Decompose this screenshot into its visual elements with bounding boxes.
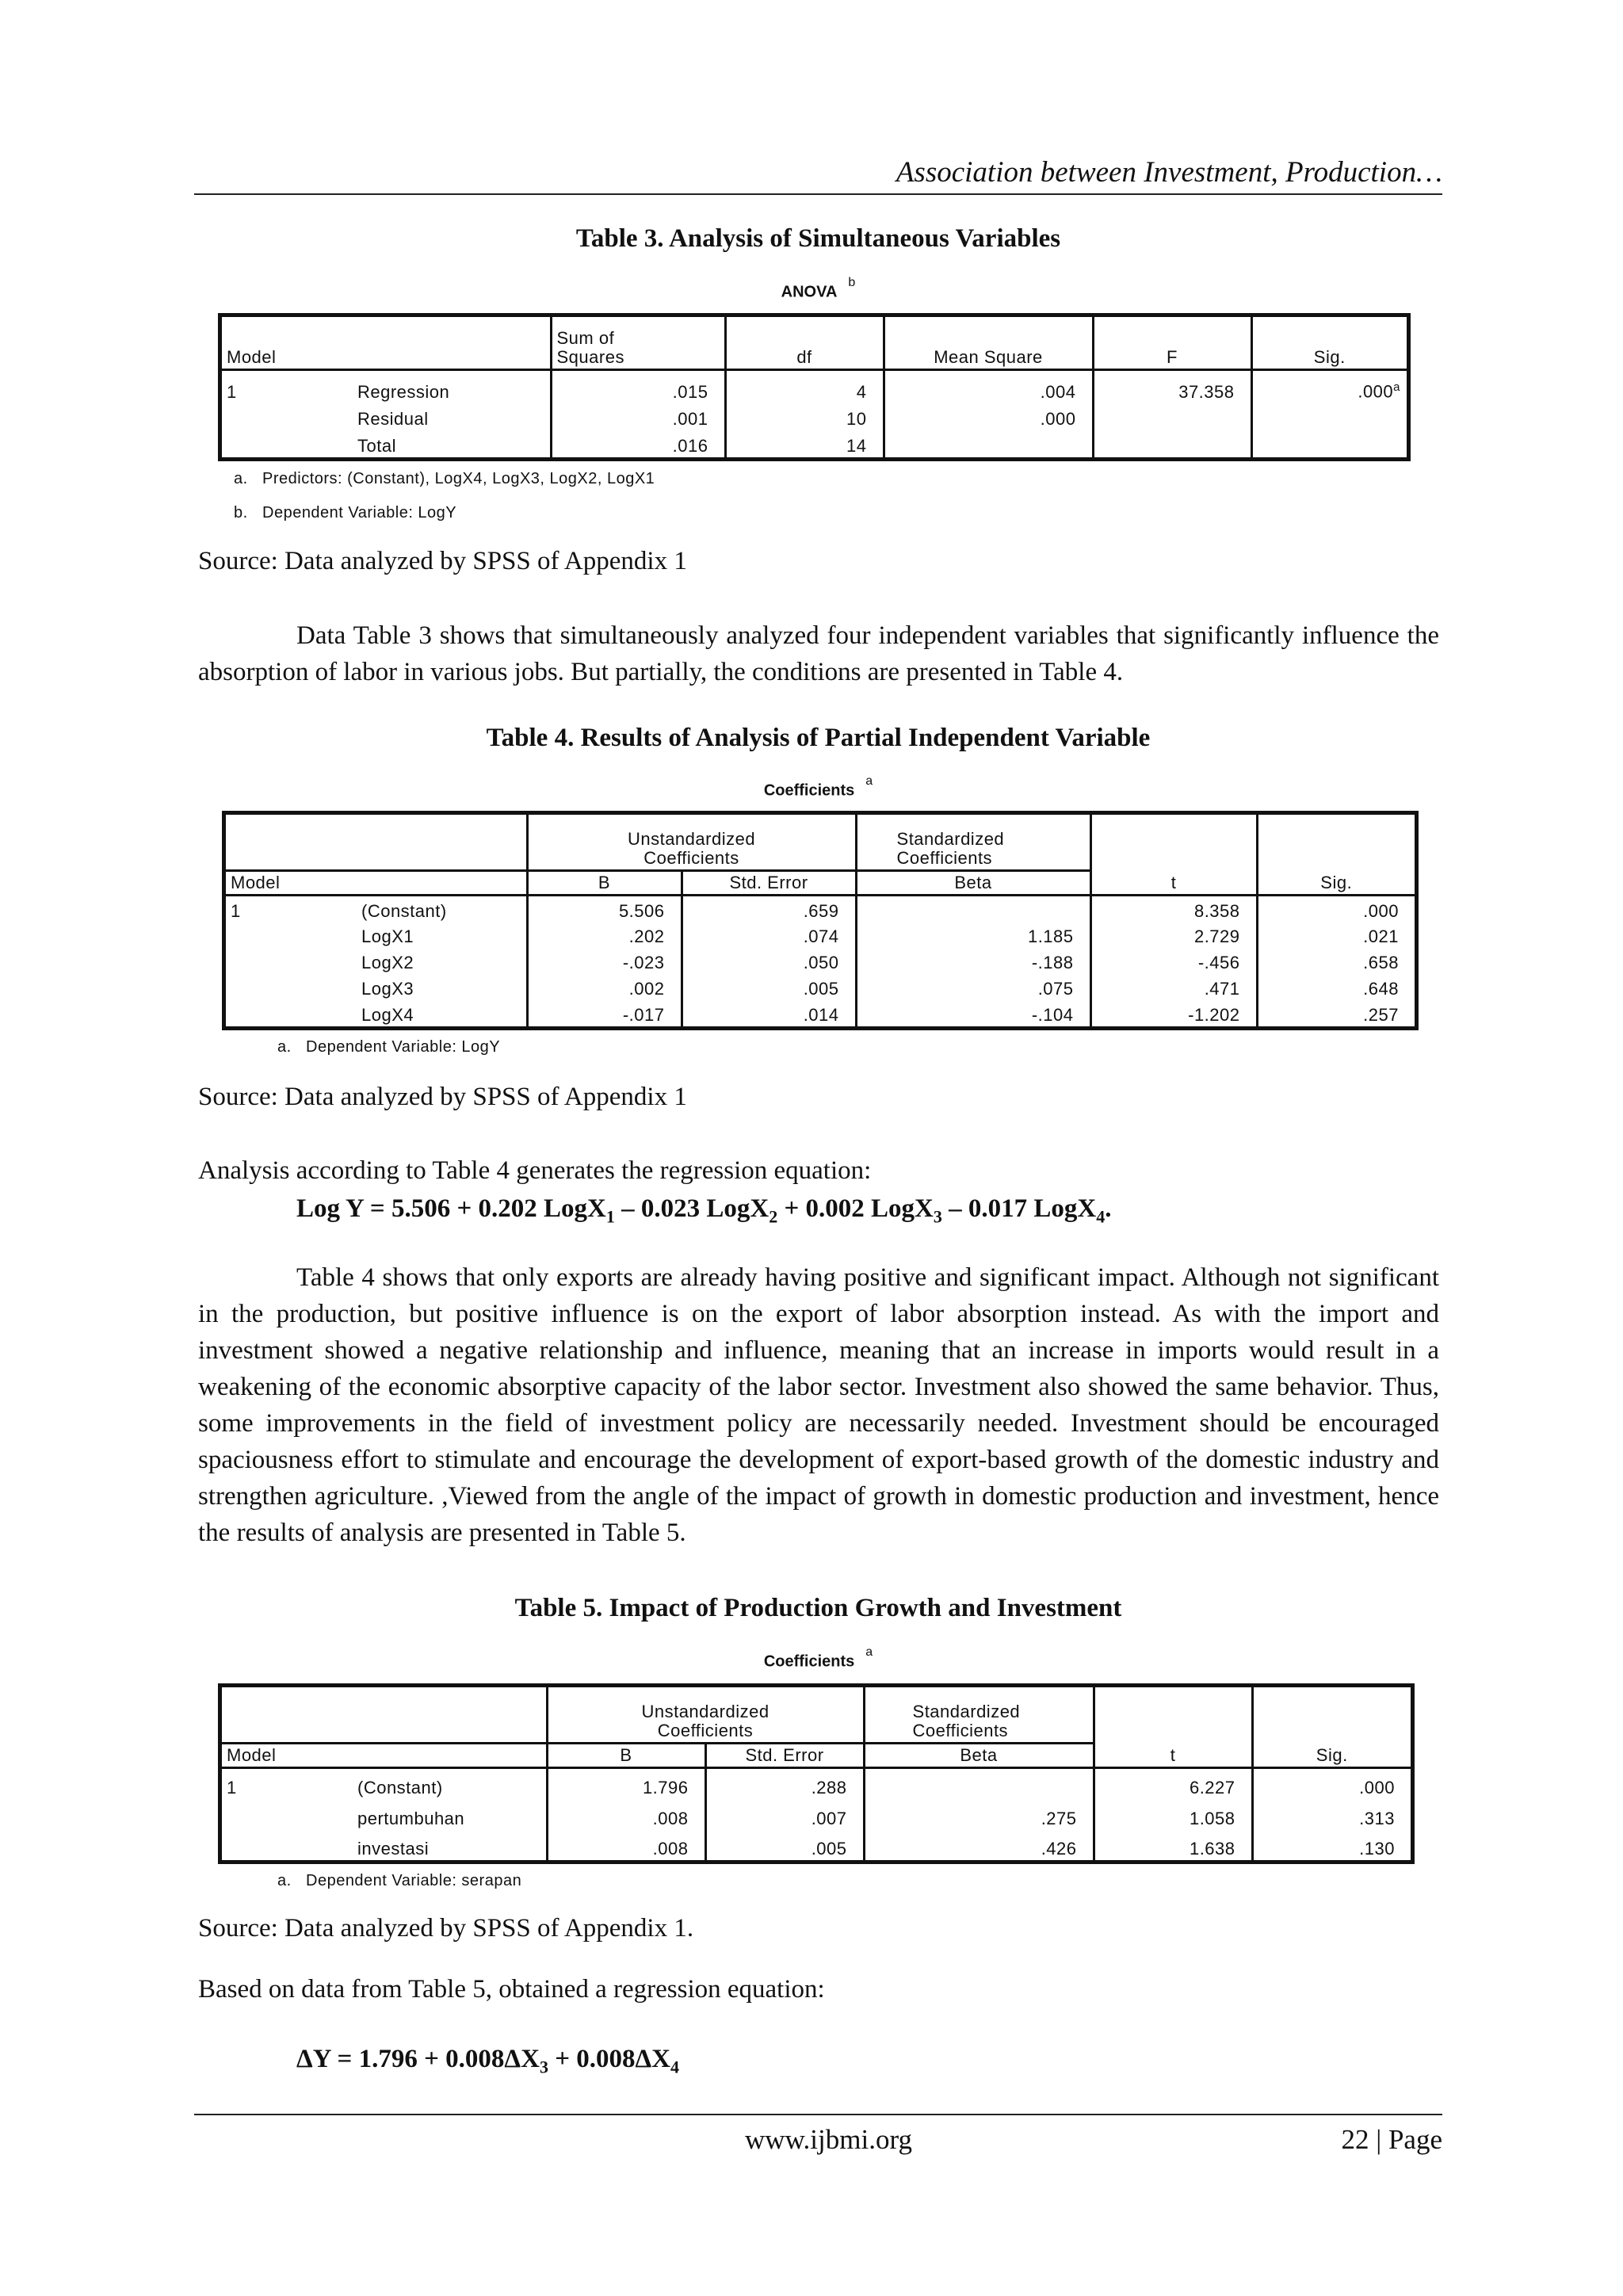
t3-r0-f: 37.358 [1093, 369, 1251, 403]
table-row [222, 1830, 1411, 1860]
t5-r1-model [222, 1799, 353, 1829]
t4-r0-sig: .000 [1257, 895, 1415, 923]
t4-r4-sig: .257 [1257, 1000, 1415, 1026]
header-rule [194, 193, 1442, 195]
table3-spss-title [194, 276, 1442, 302]
eq1-p4: – 0.017 LogX [941, 1194, 1097, 1223]
t4-r3-model [226, 974, 357, 1000]
table-row [222, 1799, 1411, 1829]
t3-r1-df: 10 [725, 403, 884, 430]
table5-coefficients [218, 1683, 1415, 1864]
t5-h-b: B [547, 1743, 705, 1767]
table3-anova [218, 313, 1411, 461]
t3-r0-df: 4 [725, 369, 884, 403]
t5-r0-se: .288 [705, 1767, 864, 1799]
t4-r4-name: LogX4 [361, 1005, 414, 1025]
t4-r0-name: (Constant) [361, 900, 447, 921]
t4-r3-name: LogX3 [361, 979, 414, 999]
t3-r1-f [1093, 403, 1251, 430]
t3-r1-model [222, 403, 353, 430]
t3-h-df: df [725, 317, 884, 369]
t4-r2-name: LogX2 [361, 953, 414, 973]
eq2-p1: ΔY = 1.796 + 0.008ΔX [296, 2045, 540, 2073]
t3-r0-ss: .015 [551, 369, 725, 403]
t5-h-sig: Sig. [1252, 1743, 1411, 1767]
table-row [226, 948, 1415, 974]
t3-h-ss-line2: Squares [556, 346, 624, 367]
t5-fn-text: Dependent Variable: serapan [306, 1872, 522, 1889]
t5-r2-se: .005 [705, 1830, 864, 1860]
t5-r2-b: .008 [547, 1830, 705, 1860]
t5-r1-name: pertumbuhan [357, 1808, 465, 1828]
t5-r0-beta [864, 1767, 1094, 1799]
t3-r2-ss: .016 [551, 430, 725, 457]
t4-r3-beta: .075 [856, 974, 1090, 1000]
t3-h-ms: Mean Square [884, 317, 1093, 369]
eq2-s1: 3 [539, 2057, 548, 2077]
t4-r3-t: .471 [1090, 974, 1257, 1000]
t3-fn-b-text: Dependent Variable: LogY [262, 504, 457, 521]
t4-r1-model [226, 923, 357, 949]
regression-equation-1 [296, 1194, 1111, 1228]
t5-r1-t: 1.058 [1094, 1799, 1252, 1829]
t4-r0-beta [856, 895, 1090, 923]
t4-r2-sig: .658 [1257, 948, 1415, 974]
t4-h-sig: Sig. [1257, 870, 1415, 895]
table-row [222, 1767, 1411, 1799]
table-row [226, 895, 1415, 923]
t4-r1-t: 2.729 [1090, 923, 1257, 949]
table3-spss-title-sup: b [848, 276, 856, 289]
t4-r1-sig: .021 [1257, 923, 1415, 949]
t4-h-unstd [527, 815, 856, 870]
t4-h-std-line2: Coefficients [896, 847, 993, 868]
t5-fn-label: a. [277, 1872, 292, 1889]
t4-r3-b: .002 [527, 974, 682, 1000]
eq1-p2: – 0.023 LogX [614, 1194, 769, 1223]
t5-h-beta: Beta [864, 1743, 1094, 1767]
t3-r0-sig-sup: a [1393, 380, 1400, 395]
t5-r1-beta: .275 [864, 1799, 1094, 1829]
t5-r0-name: (Constant) [357, 1778, 443, 1798]
t4-h-std-line1: Standardized [896, 828, 1005, 849]
eq2-p2: + 0.008ΔX [548, 2045, 671, 2073]
table-row [226, 974, 1415, 1000]
t3-r2-df: 14 [725, 430, 884, 457]
t5-r1-b: .008 [547, 1799, 705, 1829]
t5-h-t: t [1094, 1743, 1252, 1767]
table4-source: Source: Data analyzed by SPSS of Appendix 1 [198, 1083, 687, 1111]
t4-r1-name: LogX1 [361, 926, 414, 947]
t5-r2-sig: .130 [1252, 1830, 1411, 1860]
t3-r2-ms [884, 430, 1093, 457]
t3-h-model: Model [222, 317, 353, 369]
t3-h-f: F [1093, 317, 1251, 369]
eq2-s2: 4 [670, 2057, 680, 2077]
table3-title: Table 3. Analysis of Simultaneous Variables [575, 224, 1061, 253]
t4-h-model: Model [226, 870, 357, 895]
t4-r4-model [226, 1000, 357, 1026]
table3-spss-title-text: ANOVA [781, 283, 838, 301]
t4-r4-beta: -.104 [856, 1000, 1090, 1026]
t5-h-unstd [547, 1687, 864, 1743]
t4-r0-model: 1 [231, 900, 241, 921]
t4-fn-label: a. [277, 1038, 292, 1056]
t3-r0-sig: .000 [1358, 381, 1394, 402]
t3-r2-name: Total [357, 436, 396, 456]
table-row [222, 403, 1407, 430]
table4-spss-title [194, 774, 1442, 800]
t3-fn-a-label: a. [234, 470, 248, 487]
t4-h-b: B [527, 870, 682, 895]
t3-r0-model: 1 [227, 381, 237, 402]
t4-h-se: Std. Error [682, 870, 856, 895]
t3-r1-ms: .000 [884, 403, 1093, 430]
table5-source: Source: Data analyzed by SPSS of Appendix 1. [198, 1914, 694, 1943]
t3-r2-sig [1251, 430, 1407, 457]
table4-spss-title-text: Coefficients [763, 781, 855, 800]
t4-r2-se: .050 [682, 948, 856, 974]
t3-r2-f [1093, 430, 1251, 457]
eq1-s1: 1 [605, 1206, 615, 1227]
t5-h-se: Std. Error [705, 1743, 864, 1767]
table4-spss-title-sup: a [865, 774, 873, 788]
t5-r2-t: 1.638 [1094, 1830, 1252, 1860]
t4-r4-t: -1.202 [1090, 1000, 1257, 1026]
table-row [226, 923, 1415, 949]
table4-coefficients [222, 811, 1419, 1030]
t5-r0-model: 1 [227, 1778, 237, 1798]
t4-r1-beta: 1.185 [856, 923, 1090, 949]
t5-h-std [864, 1687, 1094, 1743]
eq1-p1: Log Y = 5.506 + 0.202 LogX [296, 1194, 606, 1223]
t5-r2-beta: .426 [864, 1830, 1094, 1860]
table5-footnote [277, 1872, 521, 1890]
footer-page: 22 | Page [1341, 2124, 1442, 2155]
t3-r2-model [222, 430, 353, 457]
t4-r2-model [226, 948, 357, 974]
t4-fn-text: Dependent Variable: LogY [306, 1038, 501, 1056]
eq1-s2: 2 [769, 1206, 778, 1227]
t4-r2-b: -.023 [527, 948, 682, 974]
t4-r4-se: .014 [682, 1000, 856, 1026]
table4-footnote [277, 1038, 500, 1056]
t5-r0-t: 6.227 [1094, 1767, 1252, 1799]
t5-h-unstd-line2: Coefficients [657, 1720, 754, 1740]
t4-h-beta: Beta [856, 870, 1090, 895]
t3-r0-sig-cell [1251, 369, 1407, 403]
t4-h-unstd-line2: Coefficients [643, 847, 739, 868]
table5-title: Table 5. Impact of Production Growth and Investment [514, 1594, 1122, 1622]
eq1-s3: 3 [933, 1206, 942, 1227]
t3-r1-sig [1251, 403, 1407, 430]
t5-r2-name: investasi [357, 1839, 430, 1859]
footer-url: www.ijbmi.org [745, 2124, 912, 2155]
eq1-s4: 4 [1096, 1206, 1106, 1227]
eq1-p5: . [1105, 1194, 1112, 1223]
paragraph-2: Table 4 shows that only exports are already having positive and significant impact. Although not significant in the production, but positive influence is on the export of labor absorption instead. As with the import and investment showed a negative relationship and influence, meaning that an increase in imports would result in a weakening of the economic absorptive capacity of the labor sector. Investment also showed the same behavior. Thus, some improvements in the field of investment policy are necessarily needed. Investment should be encouraged spaciousness effort to stimulate and encourage the development of export-based growth of the domestic industry and strengthen agriculture. ,Viewed from the angle of the impact of growth in domestic production and investment, hence the results of analysis are presented in Table 5. [198, 1263, 1439, 1547]
table4-title: Table 4. Results of Analysis of Partial Independent Variable [486, 724, 1151, 752]
t3-h-ss-line1: Sum of [556, 327, 615, 348]
t3-fn-b-label: b. [234, 504, 248, 521]
table-row [222, 369, 1407, 403]
t4-r0-se: .659 [682, 895, 856, 923]
table-row [226, 1000, 1415, 1026]
t5-h-model: Model [222, 1743, 353, 1767]
table5-intro: Based on data from Table 5, obtained a regression equation: [198, 1975, 825, 2004]
t3-r1-name: Residual [357, 408, 429, 429]
t5-r1-se: .007 [705, 1799, 864, 1829]
t5-h-std-line2: Coefficients [912, 1720, 1009, 1740]
t5-r0-b: 1.796 [547, 1767, 705, 1799]
t4-r3-se: .005 [682, 974, 856, 1000]
t4-r2-t: -.456 [1090, 948, 1257, 974]
t4-h-t: t [1090, 870, 1257, 895]
t3-r0-name: Regression [357, 381, 450, 402]
table3-footnote-b [234, 504, 456, 522]
t4-r4-b: -.017 [527, 1000, 682, 1026]
t4-r2-beta: -.188 [856, 948, 1090, 974]
t3-h-sig: Sig. [1251, 317, 1407, 369]
t4-r0-b: 5.506 [527, 895, 682, 923]
analysis-intro: Analysis according to Table 4 generates the regression equation: [198, 1156, 872, 1185]
table5-spss-title [194, 1645, 1442, 1671]
table-row [222, 430, 1407, 457]
t3-h-ss [551, 317, 725, 369]
t4-r1-b: .202 [527, 923, 682, 949]
t4-r3-sig: .648 [1257, 974, 1415, 1000]
t3-fn-a-text: Predictors: (Constant), LogX4, LogX3, LogX2, LogX1 [262, 470, 655, 487]
table3-footnote-a [234, 470, 655, 488]
table3-source: Source: Data analyzed by SPSS of Appendix 1 [198, 547, 687, 575]
table5-spss-title-text: Coefficients [763, 1652, 855, 1671]
t4-h-std [856, 815, 1090, 870]
t5-h-std-line1: Standardized [912, 1701, 1021, 1721]
table5-spss-title-sup: a [865, 1645, 873, 1659]
t4-r1-se: .074 [682, 923, 856, 949]
t3-r0-ms: .004 [884, 369, 1093, 403]
t4-h-unstd-line1: Unstandardized [627, 828, 756, 849]
running-head: Association between Investment, Production… [896, 156, 1442, 189]
regression-equation-2 [296, 2045, 679, 2078]
t5-h-unstd-line1: Unstandardized [641, 1701, 769, 1721]
t5-r0-sig: .000 [1252, 1767, 1411, 1799]
t3-r1-ss: .001 [551, 403, 725, 430]
t4-r0-t: 8.358 [1090, 895, 1257, 923]
paragraph-1: Data Table 3 shows that simultaneously analyzed four independent variables that significantly influence the absorption of labor in various jobs. But partially, the conditions are presented in Table 4. [198, 621, 1439, 686]
footer-rule [194, 2114, 1442, 2115]
t5-r2-model [222, 1830, 353, 1860]
t5-r1-sig: .313 [1252, 1799, 1411, 1829]
eq1-p3: + 0.002 LogX [777, 1194, 934, 1223]
